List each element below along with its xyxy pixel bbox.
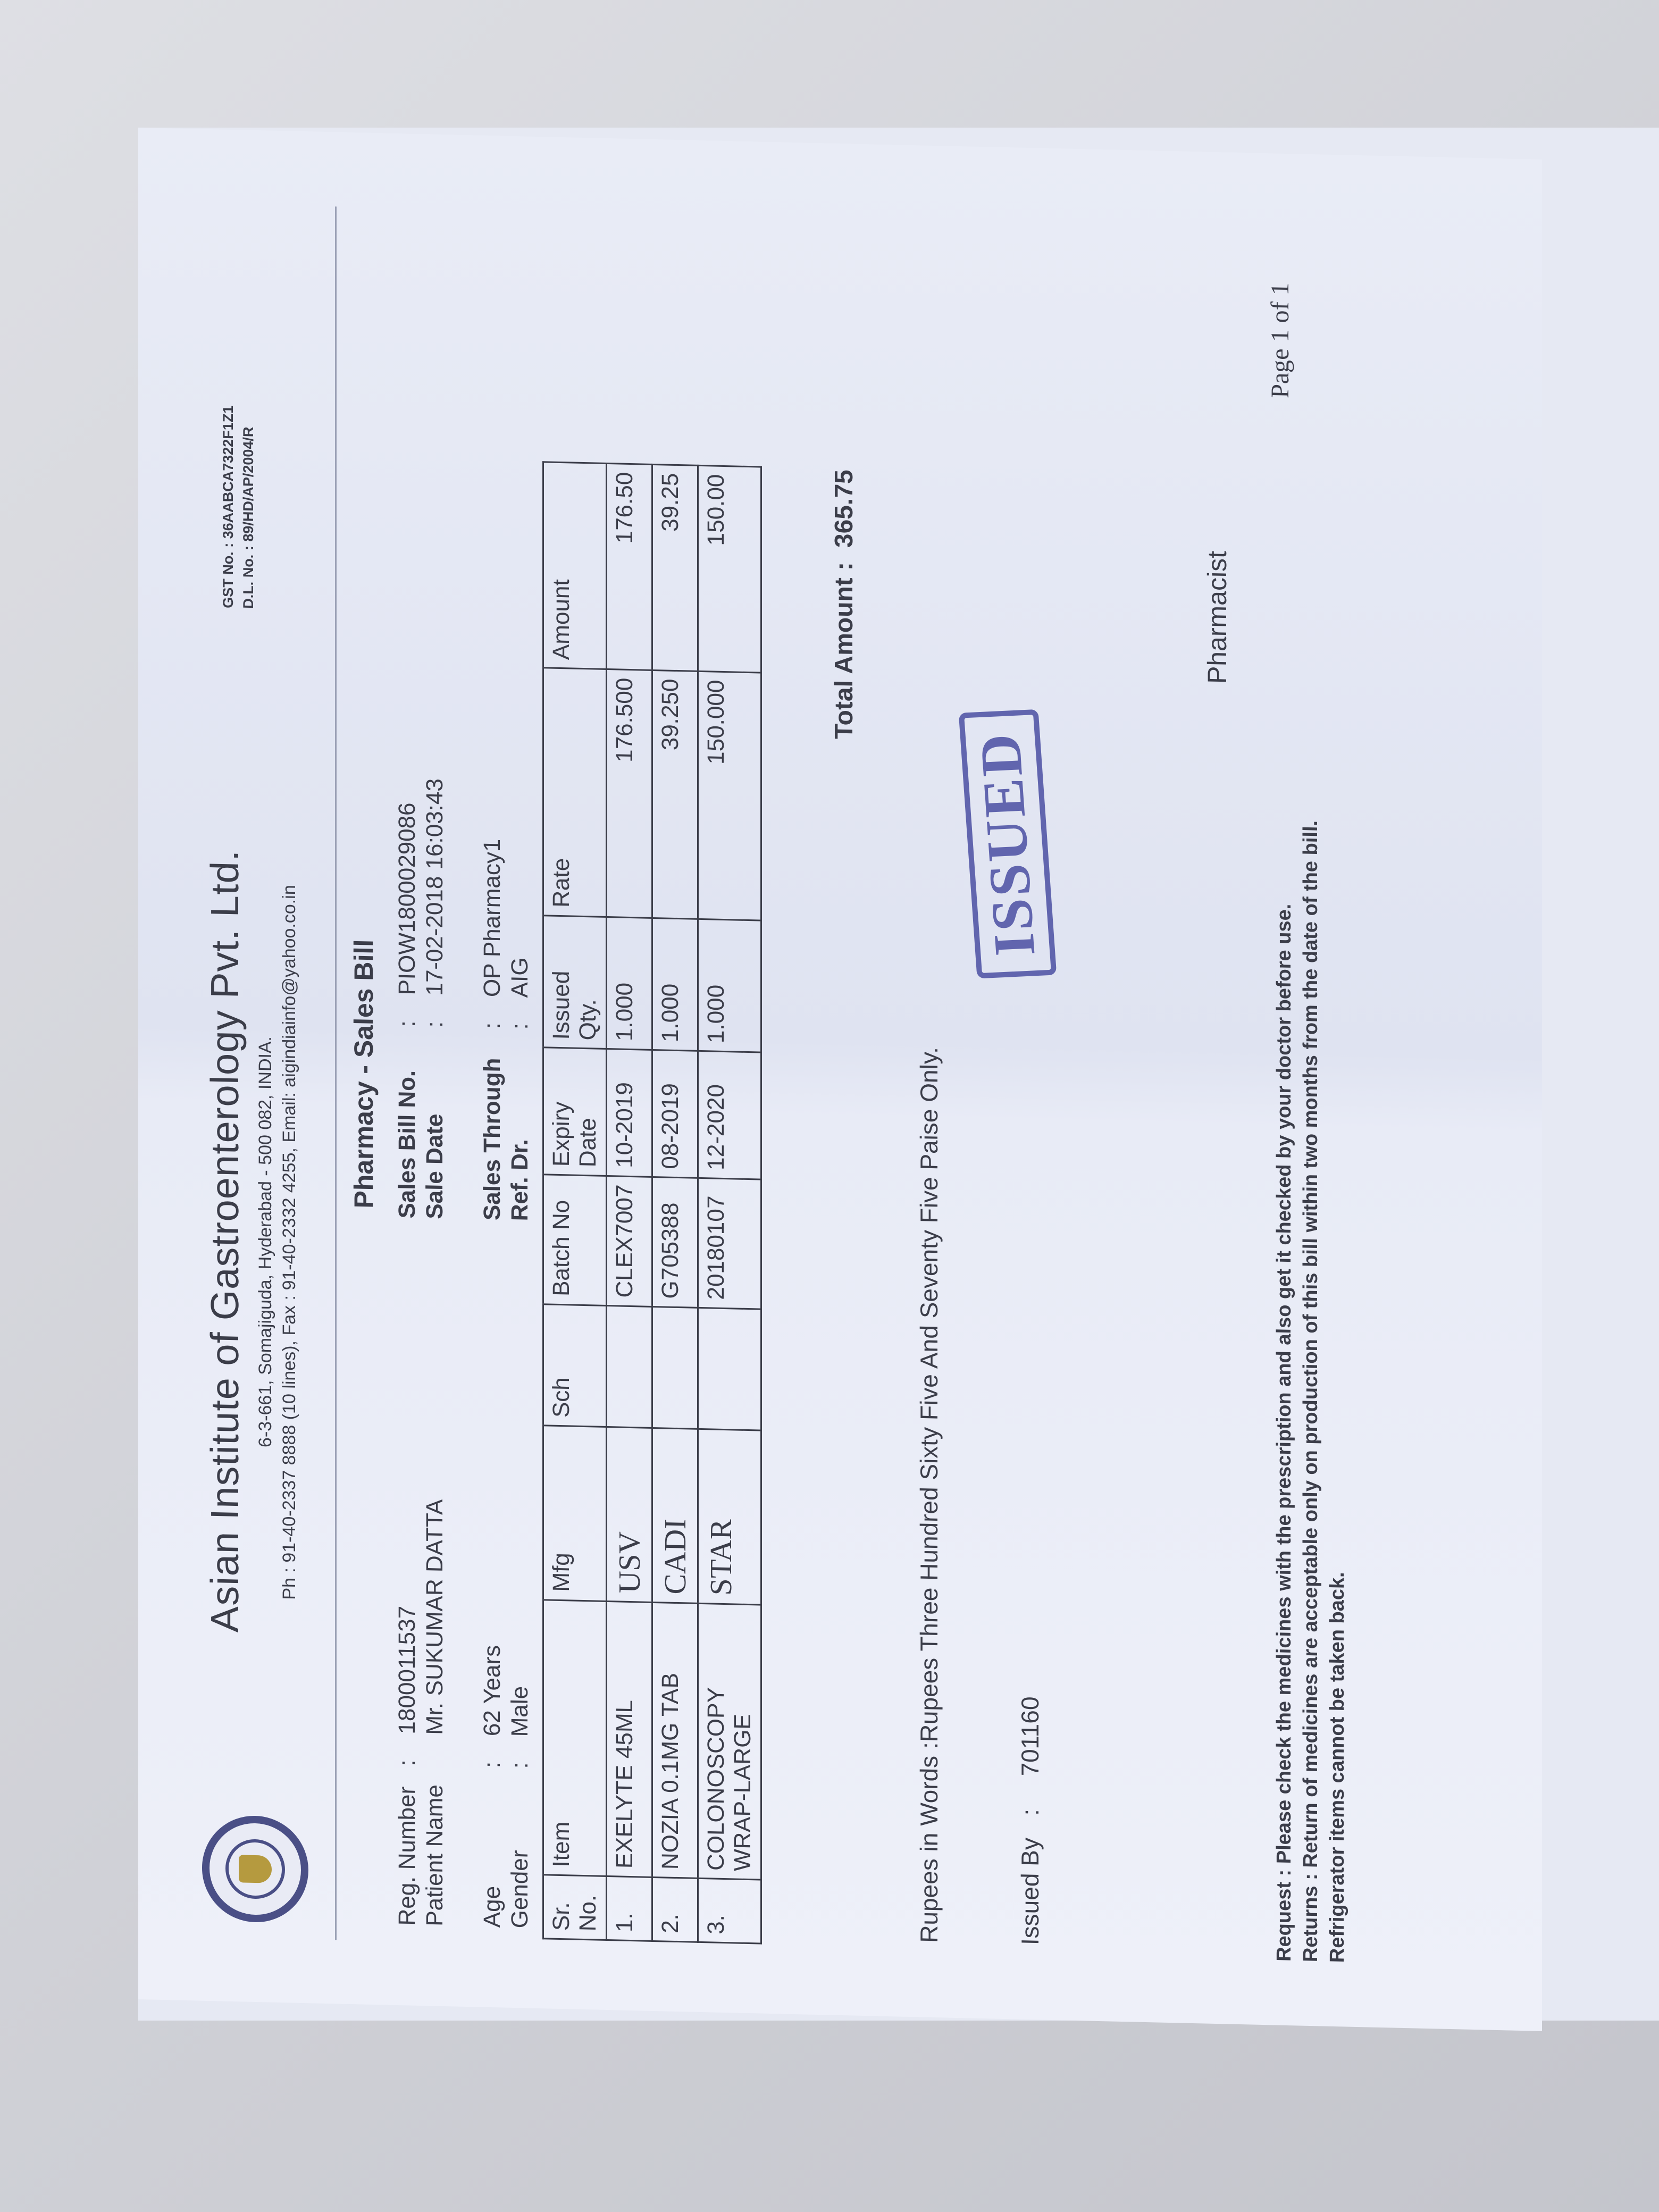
table-row	[607, 463, 652, 1941]
batch-no: G705388	[652, 1177, 698, 1308]
expiry-date: 12-2020	[698, 1051, 761, 1179]
gender-value: Male	[507, 1686, 533, 1737]
item: NOZIA 0.1MG TAB	[652, 1602, 698, 1879]
issued-by-label: Issued By	[1016, 1837, 1044, 1946]
sale-date-row	[421, 740, 449, 1219]
items-table	[542, 461, 762, 1944]
amount: 150.00	[698, 465, 761, 673]
col-amount: Amount	[543, 462, 607, 669]
institute-name: Asian Institute of Gastroenterology Pvt. Ltd.	[203, 849, 247, 1633]
patient-name-label: Patient Name	[422, 1784, 448, 1927]
ref-dr-value: AIG	[507, 957, 533, 998]
header-divider	[335, 206, 337, 1940]
note-refrigerator: Refrigerator items cannot be taken back.	[1326, 1571, 1348, 1963]
colon: :	[394, 1759, 420, 1767]
mfg: STAR	[698, 1429, 761, 1604]
sr-no: 3.	[698, 1879, 761, 1943]
table-row	[652, 464, 698, 1942]
reg-number-label: Reg. Number	[394, 1786, 420, 1926]
item: EXELYTE 45ML	[607, 1601, 652, 1878]
note-returns: Returns : Return of medicines are acceptable only on production of this bill within two months from the date of the bill.	[1300, 820, 1322, 1963]
batch-no: 20180107	[698, 1178, 761, 1309]
col-rate: Rate	[543, 668, 607, 917]
rate: 176.500	[607, 669, 652, 918]
table-row	[698, 465, 761, 1943]
issued-qty: 1.000	[698, 919, 761, 1052]
total-amount-label: Total Amount :	[830, 562, 858, 740]
colon: :	[507, 1023, 533, 1030]
footer-notes	[1271, 579, 1351, 1963]
sales-through-value: OP Pharmacy1	[479, 838, 505, 998]
col-batch-no: Batch No	[543, 1175, 607, 1306]
col-sr-no: Sr. No.	[543, 1875, 607, 1940]
dl-number: D.L. No. : 89/HD/AP/2004/R	[240, 426, 256, 609]
sch	[607, 1305, 652, 1428]
colon: :	[394, 1020, 420, 1028]
patient-name-row	[421, 1479, 449, 1926]
sales-bill-no-row	[393, 740, 421, 1219]
sch	[652, 1306, 698, 1429]
gender-row	[506, 1481, 534, 1929]
sales-bill-page	[138, 128, 1542, 2031]
colon: :	[1016, 1808, 1044, 1816]
institute-logo-icon	[202, 1815, 308, 1924]
sr-no: 1.	[607, 1876, 652, 1941]
issued-by-row	[1016, 1696, 1044, 1946]
mfg: USV	[607, 1427, 652, 1602]
col-sch: Sch	[543, 1304, 607, 1427]
rate: 39.250	[652, 670, 698, 919]
age-value: 62 Years	[479, 1645, 505, 1737]
colon: :	[422, 1020, 448, 1028]
reg-number-value: 1800011537	[394, 1605, 420, 1735]
issued-qty: 1.000	[607, 917, 652, 1050]
logo-crest-icon	[239, 1855, 272, 1883]
issued-stamp: ISSUED	[959, 709, 1057, 979]
registration-numbers	[218, 405, 258, 609]
colon: :	[479, 1022, 505, 1029]
age-label: Age	[479, 1886, 505, 1928]
issued-qty: 1.000	[652, 918, 698, 1051]
sale-date-value: 17-02-2018 16:03:43	[422, 778, 448, 996]
note-request: Request : Please check the medicines with the prescription and also get it checked by your doctor before use.	[1273, 903, 1295, 1962]
total-amount-value: 365.75	[830, 469, 858, 548]
issued-by-value: 701160	[1016, 1696, 1044, 1777]
bill-title: Pharmacy - Sales Bill	[349, 939, 379, 1209]
batch-no: CLEX7007	[607, 1176, 652, 1306]
amount: 176.50	[607, 463, 652, 670]
col-mfg: Mfg	[543, 1426, 607, 1601]
expiry-date: 10-2019	[607, 1049, 652, 1177]
table-header-row	[543, 462, 607, 1940]
col-expiry-date: Expiry Date	[543, 1048, 607, 1176]
sales-through-row	[479, 742, 506, 1221]
sales-bill-no-value: PIOW1800029086	[394, 802, 420, 996]
colon: :	[479, 1761, 505, 1769]
sale-date-label: Sale Date	[422, 1113, 448, 1220]
mfg: CADI	[652, 1428, 698, 1603]
sales-bill-no-label: Sales Bill No.	[394, 1070, 420, 1219]
col-item: Item	[543, 1599, 607, 1876]
gender-label: Gender	[507, 1849, 533, 1929]
institute-contact: Ph : 91-40-2337 8888 (10 lines), Fax : 91-40-2332 4255, Email: aigindiainfo@yahoo.co.in	[279, 884, 299, 1601]
gst-number: GST No. : 36AABCA7322F1Z1	[220, 405, 236, 609]
institute-address: 6-3-661, Somajiguda, Hyderabad - 500 082, INDIA.	[255, 1036, 275, 1448]
sr-no: 2.	[652, 1878, 698, 1942]
age-row	[479, 1481, 506, 1928]
pharmacist-label: Pharmacist	[1202, 550, 1232, 684]
page-number: Page 1 of 1	[1266, 282, 1294, 399]
ref-dr-label: Ref. Dr.	[507, 1138, 533, 1221]
item: COLONOSCOPY WRAP-LARGE	[698, 1603, 761, 1880]
colon: :	[507, 1762, 533, 1769]
amount: 39.25	[652, 464, 698, 671]
amount-in-words: Rupees in Words :Rupees Three Hundred Sixty Five And Seventy Five Paise Only.	[915, 1046, 943, 1943]
sales-through-label: Sales Through	[479, 1057, 505, 1221]
rate: 150.000	[698, 671, 761, 920]
ref-dr-row	[506, 742, 534, 1221]
sch	[698, 1308, 761, 1430]
col-issued-qty: Issued Qty.	[543, 915, 607, 1049]
reg-number-row	[393, 1479, 421, 1926]
patient-name-value: Mr. SUKUMAR DATTA	[422, 1498, 448, 1736]
expiry-date: 08-2019	[652, 1050, 698, 1178]
